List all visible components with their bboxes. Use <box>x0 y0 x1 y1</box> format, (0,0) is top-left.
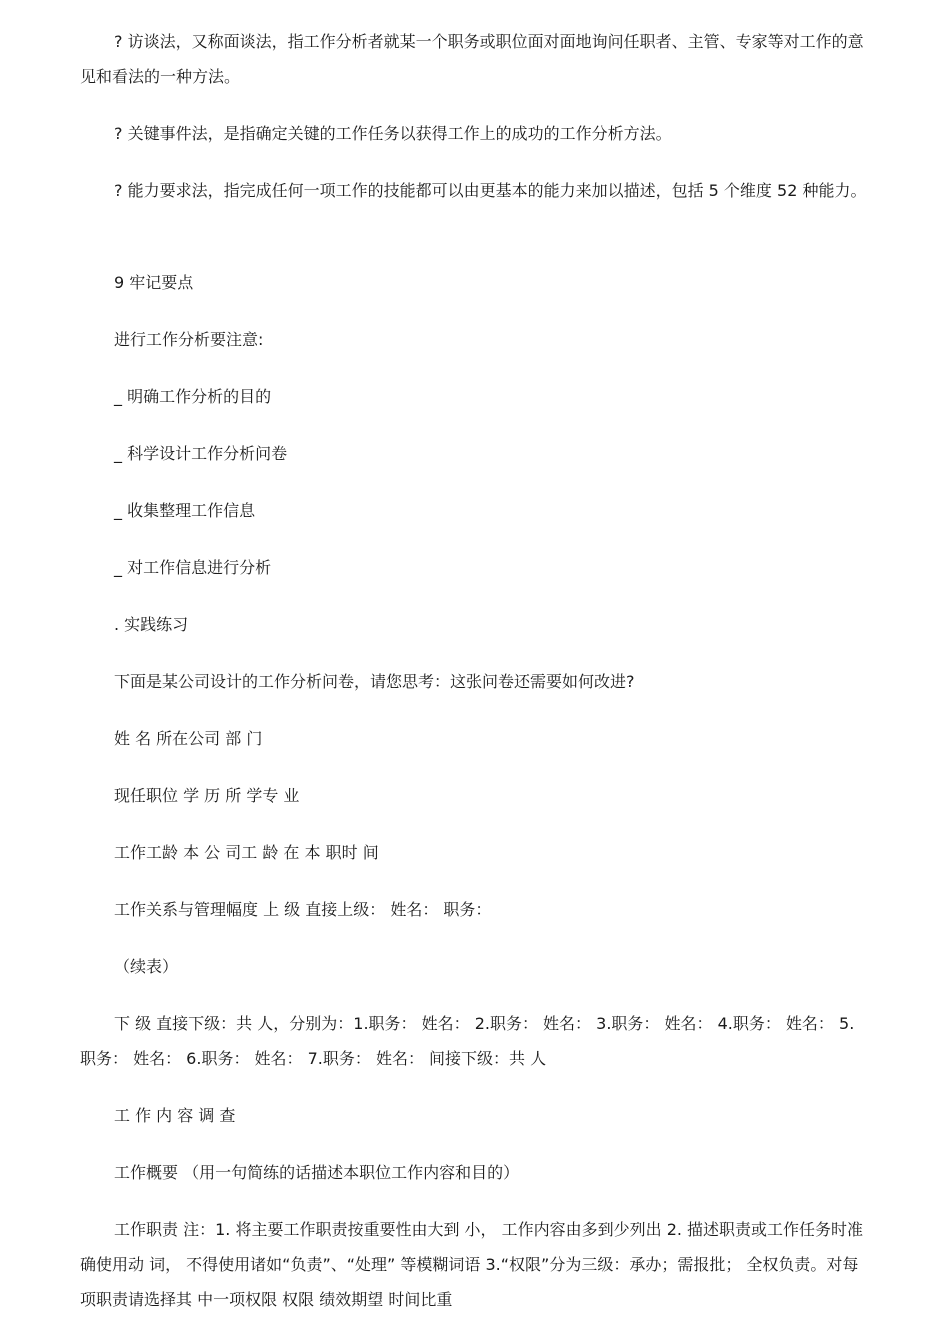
form-row-subordinates: 下 级 直接下级：共 人，分别为：1.职务： 姓名： 2.职务： 姓名： 3.职务： 姓名： 4.职务： 姓名： 5.职务： 姓名： 6.职务： 姓名： 7.职务： 姓名： 间接下级：共 人 <box>80 1014 855 1068</box>
paragraph-ability-requirement: ? 能力要求法，指完成任何一项工作的技能都可以由更基本的能力来加以描述，包括 5 个维度 52 种能力。 <box>114 181 867 200</box>
list-item-collect-info: _ 收集整理工作信息 <box>114 501 256 520</box>
form-row-position: 现任职位 学 历 所 学专 业 <box>114 786 300 805</box>
form-row-tenure: 工作工龄 本 公 司工 龄 在 本 职时 间 <box>114 843 379 862</box>
section-heading-key-points: 9 牢记要点 <box>114 273 194 292</box>
form-row-superior: 工作关系与管理幅度 上 级 直接上级： 姓名： 职务： <box>114 900 492 919</box>
list-item-analyze-info: _ 对工作信息进行分析 <box>114 558 272 577</box>
form-row-duties: 工作职责 注：1. 将主要工作职责按重要性由大到 小， 工作内容由多到少列出 2. 描述职责或工作任务时准确使用动 词， 不得使用诸如“负责”、“处理” 等模糊词语 3.“权限”分为三级：承办；需报批； 全权负责。对每项职责请选择其 中一项权限 权限 绩效期望 时间比重 <box>80 1220 864 1309</box>
form-row-name: 姓 名 所在公司 部 门 <box>114 729 263 748</box>
list-item-clarify-purpose: _ 明确工作分析的目的 <box>114 387 272 406</box>
form-row-work-summary: 工作概要 （用一句简练的话描述本职位工作内容和目的） <box>114 1163 520 1182</box>
section-heading-work-content: 工 作 内 容 调 查 <box>114 1106 236 1125</box>
section-heading-practice: . 实践练习 <box>114 615 189 634</box>
paragraph-interview-method: ? 访谈法，又称面谈法，指工作分析者就某一个职务或职位面对面地询问任职者、主管、专家等对工作的意见和看法的一种方法。 <box>80 32 864 86</box>
paragraph-critical-incident: ? 关键事件法，是指确定关键的工作任务以获得工作上的成功的工作分析方法。 <box>114 124 672 143</box>
paragraph-notes-intro: 进行工作分析要注意: <box>114 330 264 349</box>
form-continued-note: （续表） <box>114 957 179 976</box>
list-item-design-questionnaire: _ 科学设计工作分析问卷 <box>114 444 288 463</box>
paragraph-practice-prompt: 下面是某公司设计的工作分析问卷，请您思考：这张问卷还需要如何改进? <box>114 672 635 691</box>
